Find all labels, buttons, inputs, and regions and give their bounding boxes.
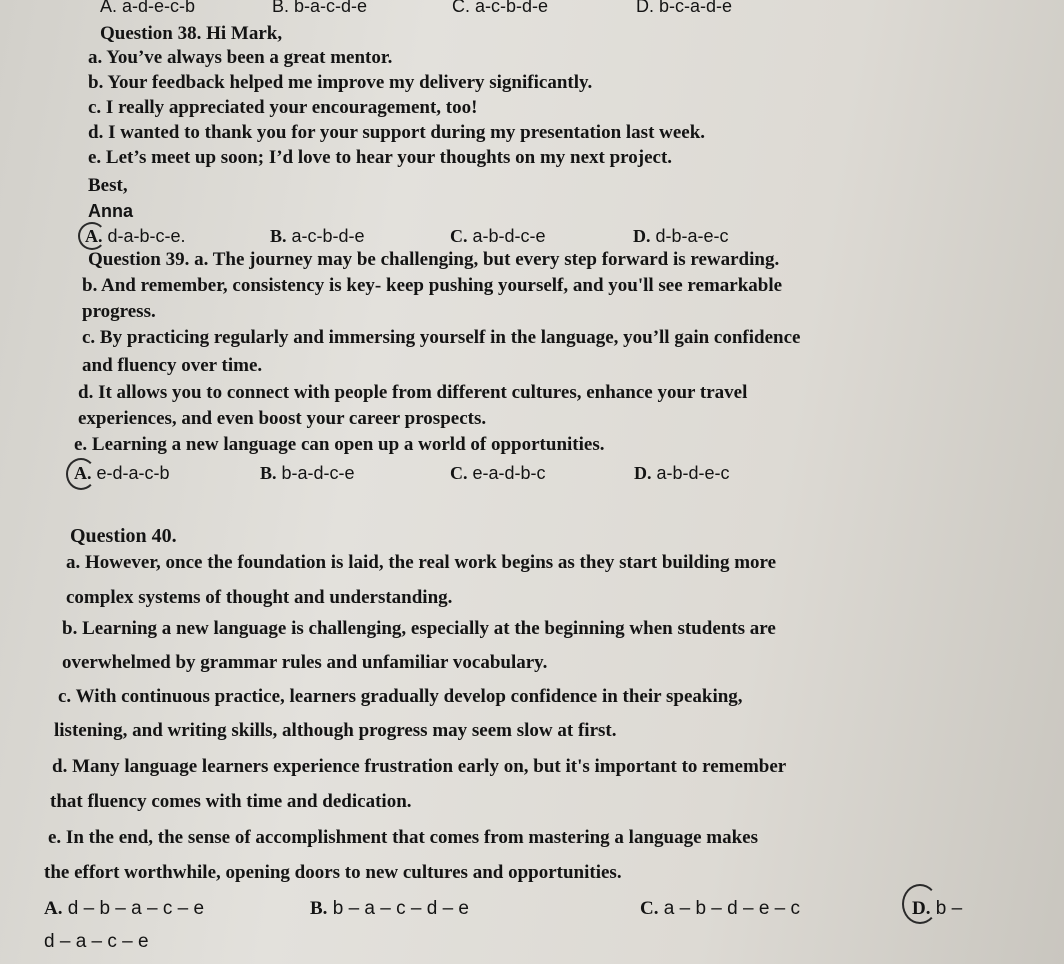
q39-option-d[interactable]: a-b-d-e-c	[656, 463, 730, 483]
q39-option-a-label[interactable]: A.	[74, 463, 92, 483]
q40-option-a-label[interactable]: A.	[44, 898, 63, 919]
q40-option-d[interactable]: b –	[935, 898, 963, 919]
q40-line-9: e. In the end, the sense of accomplishment that comes from mastering a language makes	[48, 827, 758, 848]
q40-option-d-label[interactable]: D.	[912, 898, 931, 919]
q39-line-4: c. By practicing regularly and immersing yourself in the language, you’ll gain confidence	[82, 327, 801, 348]
q40-title: Question 40.	[70, 525, 177, 547]
q39-option-d-label[interactable]: D.	[634, 463, 652, 483]
q38-sentence-e: e. Let’s meet up soon; I’d love to hear your thoughts on my next project.	[88, 147, 673, 168]
q39-line-6: d. It allows you to connect with people from different cultures, enhance your travel	[78, 382, 748, 403]
q38-title: Question 38. Hi Mark,	[100, 23, 283, 44]
q38-option-a-label[interactable]: A.	[85, 226, 103, 246]
q39-line-2: b. And remember, consistency is key- keep pushing yourself, and you'll see remarkable	[82, 275, 783, 296]
q40-line-5: c. With continuous practice, learners gradually develop confidence in their speaking,	[58, 686, 743, 707]
q40-option-d-continued: d – a – c – e	[44, 931, 149, 952]
q40-line-6: listening, and writing skills, although progress may seem slow at first.	[54, 720, 617, 741]
q38-sentence-b: b. Your feedback helped me improve my delivery significantly.	[88, 72, 593, 93]
q40-line-10: the effort worthwhile, opening doors to new cultures and opportunities.	[44, 862, 622, 883]
q39-line-3: progress.	[82, 301, 156, 322]
top-option-b: B. b-a-c-d-e	[272, 0, 368, 16]
top-option-d: D. b-c-a-d-e	[636, 0, 733, 16]
q39-line-8: e. Learning a new language can open up a world of opportunities.	[74, 434, 605, 455]
q40-option-c-label[interactable]: C.	[640, 898, 659, 919]
q38-option-d-label[interactable]: D.	[633, 226, 651, 246]
q40-line-1: a. However, once the foundation is laid, the real work begins as they start building more	[66, 552, 777, 573]
q39-option-c-label[interactable]: C.	[450, 463, 468, 483]
q40-line-2: complex systems of thought and understanding.	[66, 587, 453, 608]
q38-option-c[interactable]: a-b-d-c-e	[472, 226, 546, 246]
q39-option-b[interactable]: b-a-d-c-e	[281, 463, 355, 483]
q38-closing: Best,	[88, 175, 128, 196]
q40-option-b-label[interactable]: B.	[310, 898, 328, 919]
q38-signature: Anna	[88, 201, 133, 221]
top-option-a: A. a-d-e-c-b	[100, 0, 196, 16]
q40-line-4: overwhelmed by grammar rules and unfamiliar vocabulary.	[62, 652, 548, 673]
answer-circle-q38	[78, 222, 106, 250]
q38-option-b-label[interactable]: B.	[270, 226, 287, 246]
q39-line-7: experiences, and even boost your career prospects.	[78, 408, 487, 429]
q39-line-1: Question 39. a. The journey may be challenging, but every step forward is rewarding.	[88, 249, 780, 270]
q38-option-b[interactable]: a-c-b-d-e	[291, 226, 365, 246]
q39-option-c[interactable]: e-a-d-b-c	[472, 463, 546, 483]
q38-sentence-d: d. I wanted to thank you for your support during my presentation last week.	[88, 122, 706, 143]
q40-option-b[interactable]: b – a – c – d – e	[332, 898, 469, 919]
q38-sentence-a: a. You’ve always been a great mentor.	[88, 47, 393, 68]
q38-option-c-label[interactable]: C.	[450, 226, 468, 246]
q40-line-3: b. Learning a new language is challenging, especially at the beginning when students are	[62, 618, 776, 639]
top-option-c: C. a-c-b-d-e	[452, 0, 549, 16]
q39-option-b-label[interactable]: B.	[260, 463, 277, 483]
q38-option-a[interactable]: d-a-b-c-e.	[107, 226, 186, 246]
q39-option-a[interactable]: e-d-a-c-b	[96, 463, 170, 483]
q39-line-5: and fluency over time.	[82, 355, 263, 376]
q38-option-d[interactable]: d-b-a-e-c	[655, 226, 729, 246]
q40-option-c[interactable]: a – b – d – e – c	[663, 898, 801, 919]
q38-sentence-c: c. I really appreciated your encouragement, too!	[88, 97, 478, 118]
q40-line-8: that fluency comes with time and dedication.	[50, 791, 412, 812]
q40-option-a[interactable]: d – b – a – c – e	[67, 898, 205, 919]
q40-line-7: d. Many language learners experience frustration early on, but it's important to remember	[52, 756, 787, 777]
answer-circle-q39	[66, 458, 96, 490]
answer-circle-q40	[902, 884, 938, 924]
